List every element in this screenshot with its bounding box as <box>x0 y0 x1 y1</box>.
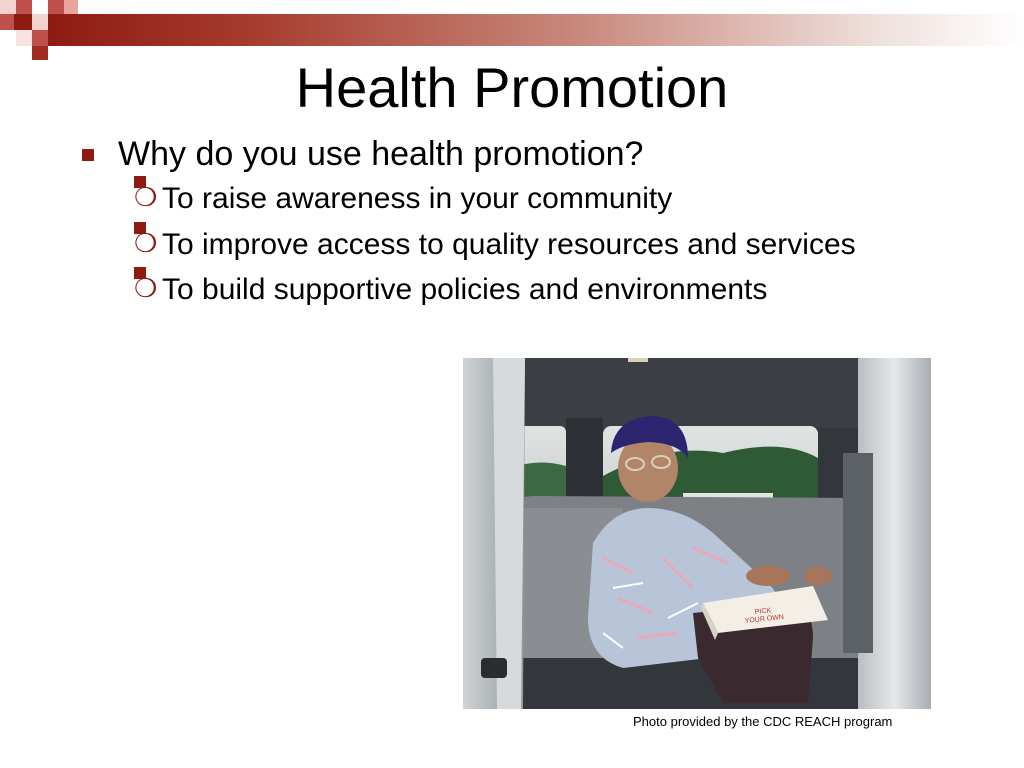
box-label-line1: PICK <box>754 607 772 616</box>
box-label-line2: YOUR OWN <box>744 613 785 625</box>
header-gradient-bar <box>48 14 1024 46</box>
header-square <box>32 14 48 30</box>
header-square <box>48 0 64 14</box>
header-square <box>32 30 48 46</box>
bullet-text: Why do you use health promotion? <box>118 135 644 173</box>
header-square <box>0 0 16 14</box>
photo-illustration <box>463 358 931 709</box>
header-decoration <box>0 0 1024 50</box>
header-square <box>16 0 32 14</box>
slide-title: Health Promotion <box>295 56 729 119</box>
sub-bullet-item <box>134 222 1002 268</box>
sub-bullet-item <box>134 267 1002 313</box>
sub-bullet-text: To build supportive policies and environments <box>162 273 768 306</box>
sub-bullet-text: To improve access to quality resources and services <box>162 227 856 261</box>
hollow-circle-bullet-icon: ❍ <box>134 222 146 234</box>
sub-bullet-item <box>134 176 1002 222</box>
header-square <box>14 14 32 30</box>
header-square <box>0 14 14 30</box>
photo-caption: Photo provided by the CDC REACH program <box>633 714 893 729</box>
sub-bullet-list <box>134 176 1002 313</box>
hollow-circle-bullet-icon: ❍ <box>134 176 146 188</box>
sub-bullet-text: To raise awareness in your community <box>162 182 673 215</box>
header-square <box>64 0 78 14</box>
bullet-item <box>82 132 1002 313</box>
header-square <box>16 30 32 46</box>
photo-woman-in-van <box>463 358 931 709</box>
square-bullet-icon <box>82 149 94 161</box>
bullet-list <box>82 132 1002 313</box>
hollow-circle-bullet-icon: ❍ <box>134 267 146 279</box>
